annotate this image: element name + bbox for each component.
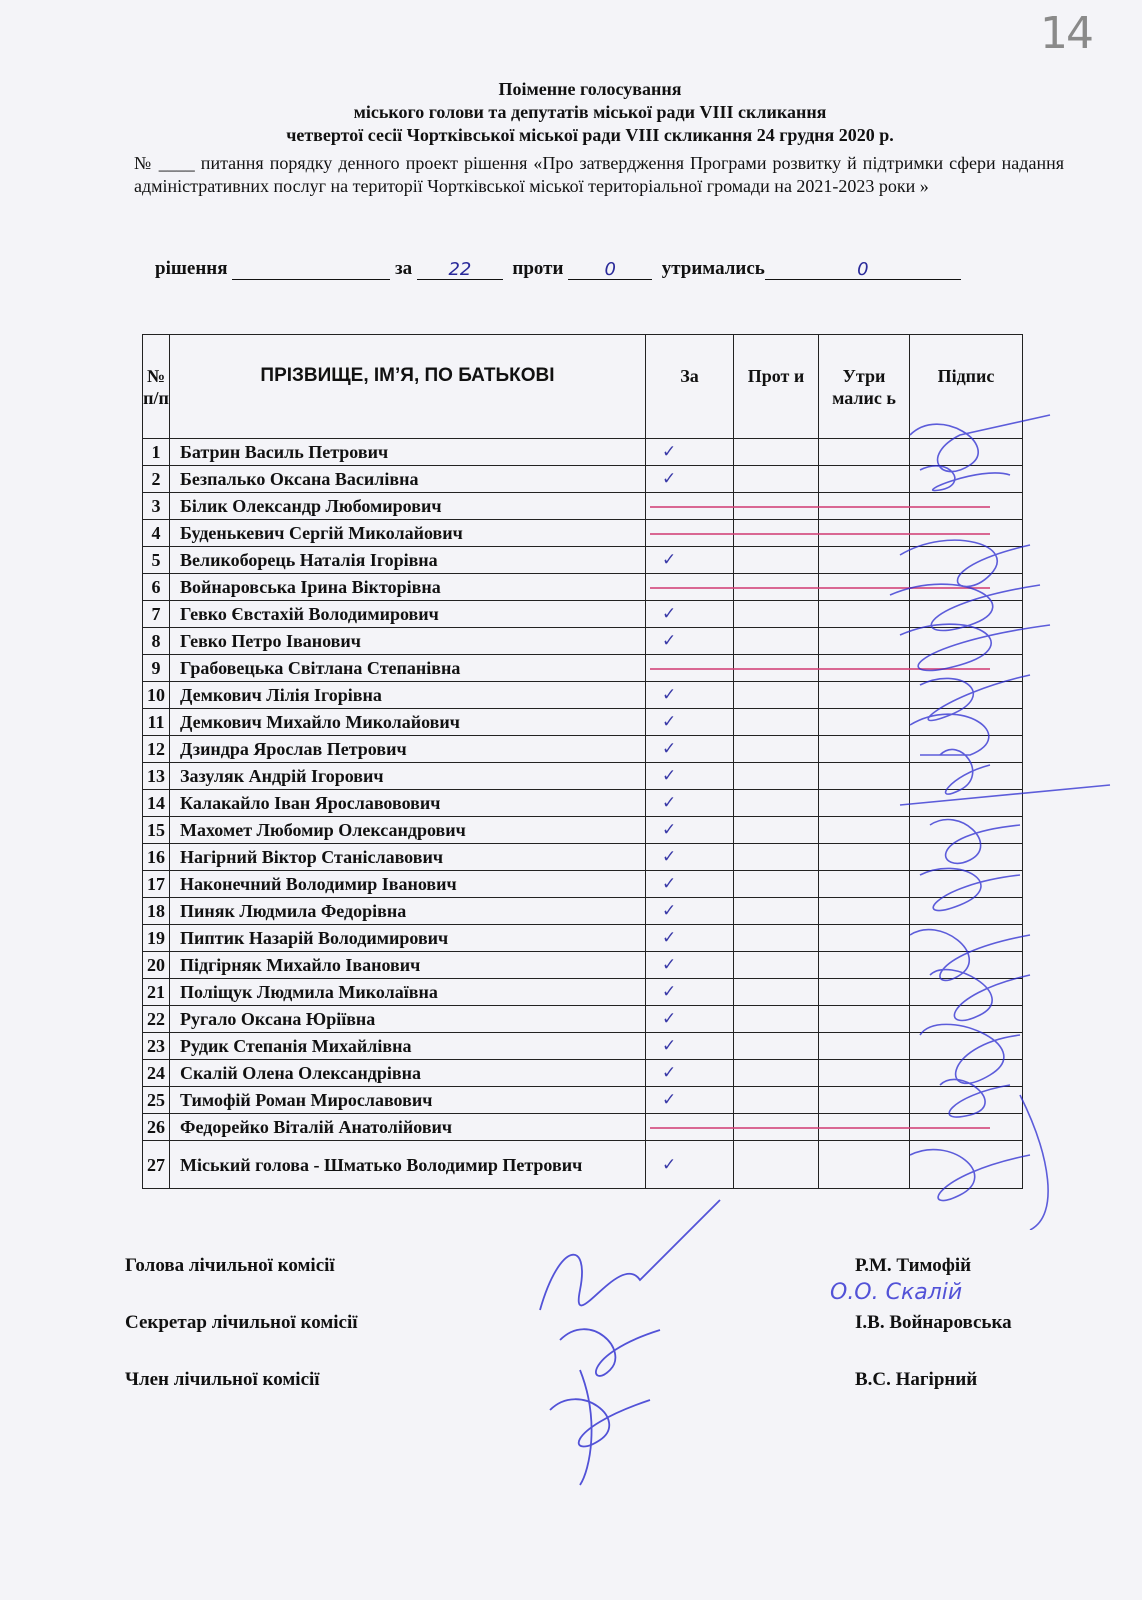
abstained-label: утримались xyxy=(661,258,765,279)
row-number: 14 xyxy=(143,790,170,817)
against-cell xyxy=(734,844,819,871)
for-mark: ✓ xyxy=(646,898,734,925)
deputy-name: Скалій Олена Олександрівна xyxy=(170,1060,646,1087)
deputy-name: Нагірний Віктор Станіславович xyxy=(170,844,646,871)
deputy-name: Грабовецька Світлана Степанівна xyxy=(170,655,646,682)
deputy-name: Демкович Лілія Ігорівна xyxy=(170,682,646,709)
signature-column-scribbles xyxy=(880,395,1120,1230)
col-header-abstained: Утри малис ь xyxy=(819,335,910,439)
row-number: 12 xyxy=(143,736,170,763)
decision-blank xyxy=(232,259,390,280)
row-number: 9 xyxy=(143,655,170,682)
document-header xyxy=(100,78,1080,147)
row-number: 17 xyxy=(143,871,170,898)
against-cell xyxy=(734,1060,819,1087)
col-header-num: № п/п xyxy=(143,335,170,439)
signature-scribble xyxy=(1020,1095,1048,1230)
against-cell xyxy=(734,439,819,466)
header-session: четвертої сесії Чортківської міської ради VIII скликання 24 грудня 2020 р. xyxy=(286,125,894,145)
signature-scribble xyxy=(920,1024,1020,1083)
against-cell xyxy=(734,709,819,736)
for-mark: ✓ xyxy=(646,1033,734,1060)
commission-signatures xyxy=(520,1180,740,1490)
deputy-name: Гевко Євстахій Володимирович xyxy=(170,601,646,628)
row-number: 10 xyxy=(143,682,170,709)
signature-scribble xyxy=(940,750,990,795)
row-number: 13 xyxy=(143,763,170,790)
against-cell xyxy=(734,790,819,817)
commission-person: В.С. Нагірний xyxy=(855,1369,978,1390)
deputy-name: Войнаровська Ірина Вікторівна xyxy=(170,574,646,601)
against-cell xyxy=(734,1141,819,1189)
for-mark: ✓ xyxy=(646,1141,734,1189)
deputy-name: Наконечний Володимир Іванович xyxy=(170,871,646,898)
signature-scribble xyxy=(920,868,1020,910)
signature-scribble xyxy=(550,1399,650,1446)
handwritten-note: О.О. Скалій xyxy=(830,1280,963,1305)
for-mark: ✓ xyxy=(646,547,734,574)
row-number: 26 xyxy=(143,1114,170,1141)
col-header-against: Прот и xyxy=(734,335,819,439)
deputy-name: Махомет Любомир Олександрович xyxy=(170,817,646,844)
deputy-name: Пиптик Назарій Володимирович xyxy=(170,925,646,952)
against-cell xyxy=(734,1006,819,1033)
for-mark: ✓ xyxy=(646,601,734,628)
col-header-for: За xyxy=(646,335,734,439)
header-subtitle: міського голови та депутатів міської ради VIII скликання xyxy=(353,102,827,122)
deputy-name: Ругало Оксана Юріївна xyxy=(170,1006,646,1033)
for-mark: ✓ xyxy=(646,817,734,844)
signature-scribble xyxy=(940,1079,1010,1117)
against-cell xyxy=(734,1033,819,1060)
row-number: 3 xyxy=(143,493,170,520)
col-header-name: ПРІЗВИЩЕ, ІМ’Я, ПО БАТЬКОВІ xyxy=(170,335,646,439)
against-label: проти xyxy=(512,258,564,279)
for-mark: ✓ xyxy=(646,628,734,655)
against-cell xyxy=(734,1087,819,1114)
row-number: 6 xyxy=(143,574,170,601)
for-mark: ✓ xyxy=(646,1006,734,1033)
for-mark: ✓ xyxy=(646,1060,734,1087)
against-cell xyxy=(734,466,819,493)
decision-label: рішення xyxy=(155,258,228,279)
deputy-name: Безпалько Оксана Василівна xyxy=(170,466,646,493)
signature-scribble xyxy=(920,675,1030,720)
row-number: 11 xyxy=(143,709,170,736)
for-mark: ✓ xyxy=(646,871,734,898)
for-mark: ✓ xyxy=(646,844,734,871)
deputy-name: Дзиндра Ярослав Петрович xyxy=(170,736,646,763)
commission-person: Р.М. Тимофій xyxy=(855,1255,972,1276)
for-mark: ✓ xyxy=(646,763,734,790)
row-number: 25 xyxy=(143,1087,170,1114)
signature-scribble xyxy=(900,624,1050,670)
against-cell xyxy=(734,682,819,709)
signature-scribble xyxy=(900,540,1030,586)
row-number: 27 xyxy=(143,1141,170,1189)
row-number: 22 xyxy=(143,1006,170,1033)
for-mark: ✓ xyxy=(646,952,734,979)
against-value: 0 xyxy=(568,259,652,280)
against-cell xyxy=(734,979,819,1006)
row-number: 2 xyxy=(143,466,170,493)
for-mark: ✓ xyxy=(646,682,734,709)
against-cell xyxy=(734,817,819,844)
for-mark: ✓ xyxy=(646,925,734,952)
row-number: 18 xyxy=(143,898,170,925)
commission-person: І.В. Войнаровська xyxy=(855,1312,1012,1333)
deputy-name: Батрин Василь Петрович xyxy=(170,439,646,466)
deputy-name: Пиняк Людмила Федорівна xyxy=(170,898,646,925)
agenda-item-text: № ____ питання порядку денного проект рішення «Про затвердження Програми розвитку й підтримки сфери надання адміністративних послуг на території Чортківської міської територіальної громади на 2021-2023 роки » xyxy=(134,153,1064,196)
signature-scribble xyxy=(540,1200,720,1310)
signature-scribble xyxy=(910,415,1050,472)
col-header-signature: Підпис xyxy=(910,335,1023,439)
row-number: 19 xyxy=(143,925,170,952)
against-cell xyxy=(734,547,819,574)
signature-scribble xyxy=(900,785,1110,805)
deputy-name: Великоборець Наталія Ігорівна xyxy=(170,547,646,574)
signature-scribble xyxy=(910,1150,1030,1201)
header-title: Поіменне голосування xyxy=(498,79,682,99)
row-number: 1 xyxy=(143,439,170,466)
signature-scribble xyxy=(910,714,989,755)
for-mark: ✓ xyxy=(646,439,734,466)
against-cell xyxy=(734,628,819,655)
for-mark: ✓ xyxy=(646,979,734,1006)
for-mark: ✓ xyxy=(646,790,734,817)
signature-scribble xyxy=(560,1329,660,1376)
commission-role: Голова лічильної комісії xyxy=(125,1255,335,1276)
against-cell xyxy=(734,898,819,925)
for-mark: ✓ xyxy=(646,1087,734,1114)
row-number: 7 xyxy=(143,601,170,628)
deputy-name: Калакайло Іван Ярославовович xyxy=(170,790,646,817)
deputy-name: Федорейко Віталій Анатолійович xyxy=(170,1114,646,1141)
deputy-name: Білик Олександр Любомирович xyxy=(170,493,646,520)
against-cell xyxy=(734,763,819,790)
abstained-value: 0 xyxy=(765,259,961,280)
row-number: 4 xyxy=(143,520,170,547)
for-mark: ✓ xyxy=(646,736,734,763)
deputy-name: Зазуляк Андрій Ігорович xyxy=(170,763,646,790)
deputy-name: Поліщук Людмила Миколаївна xyxy=(170,979,646,1006)
row-number: 21 xyxy=(143,979,170,1006)
for-label: за xyxy=(395,258,413,279)
for-mark: ✓ xyxy=(646,709,734,736)
deputy-name: Підгірняк Михайло Іванович xyxy=(170,952,646,979)
for-value: 22 xyxy=(417,259,503,280)
page-number: 14 xyxy=(1040,8,1092,59)
against-cell xyxy=(734,871,819,898)
decision-line xyxy=(155,258,961,280)
signature-scribble xyxy=(930,970,1030,1021)
commission-role: Секретар лічильної комісії xyxy=(125,1312,358,1333)
deputy-name: Рудик Степанія Михайлівна xyxy=(170,1033,646,1060)
row-number: 20 xyxy=(143,952,170,979)
row-number: 5 xyxy=(143,547,170,574)
signature-scribble xyxy=(910,930,1030,981)
deputy-name: Демкович Михайло Миколайович xyxy=(170,709,646,736)
against-cell xyxy=(734,601,819,628)
deputy-name: Гевко Петро Іванович xyxy=(170,628,646,655)
row-number: 24 xyxy=(143,1060,170,1087)
deputy-name: Буденькевич Сергій Миколайович xyxy=(170,520,646,547)
signature-scribble xyxy=(890,584,1040,630)
signature-scribble xyxy=(930,820,1020,864)
against-cell xyxy=(734,736,819,763)
row-number: 16 xyxy=(143,844,170,871)
commission-role: Член лічильної комісії xyxy=(125,1369,320,1390)
against-cell xyxy=(734,952,819,979)
row-number: 8 xyxy=(143,628,170,655)
row-number: 15 xyxy=(143,817,170,844)
against-cell xyxy=(734,925,819,952)
deputy-name: Міський голова - Шматько Володимир Петрович xyxy=(170,1141,646,1189)
signature-scribble xyxy=(920,466,1010,491)
row-number: 23 xyxy=(143,1033,170,1060)
deputy-name: Тимофій Роман Мирославович xyxy=(170,1087,646,1114)
for-mark: ✓ xyxy=(646,466,734,493)
